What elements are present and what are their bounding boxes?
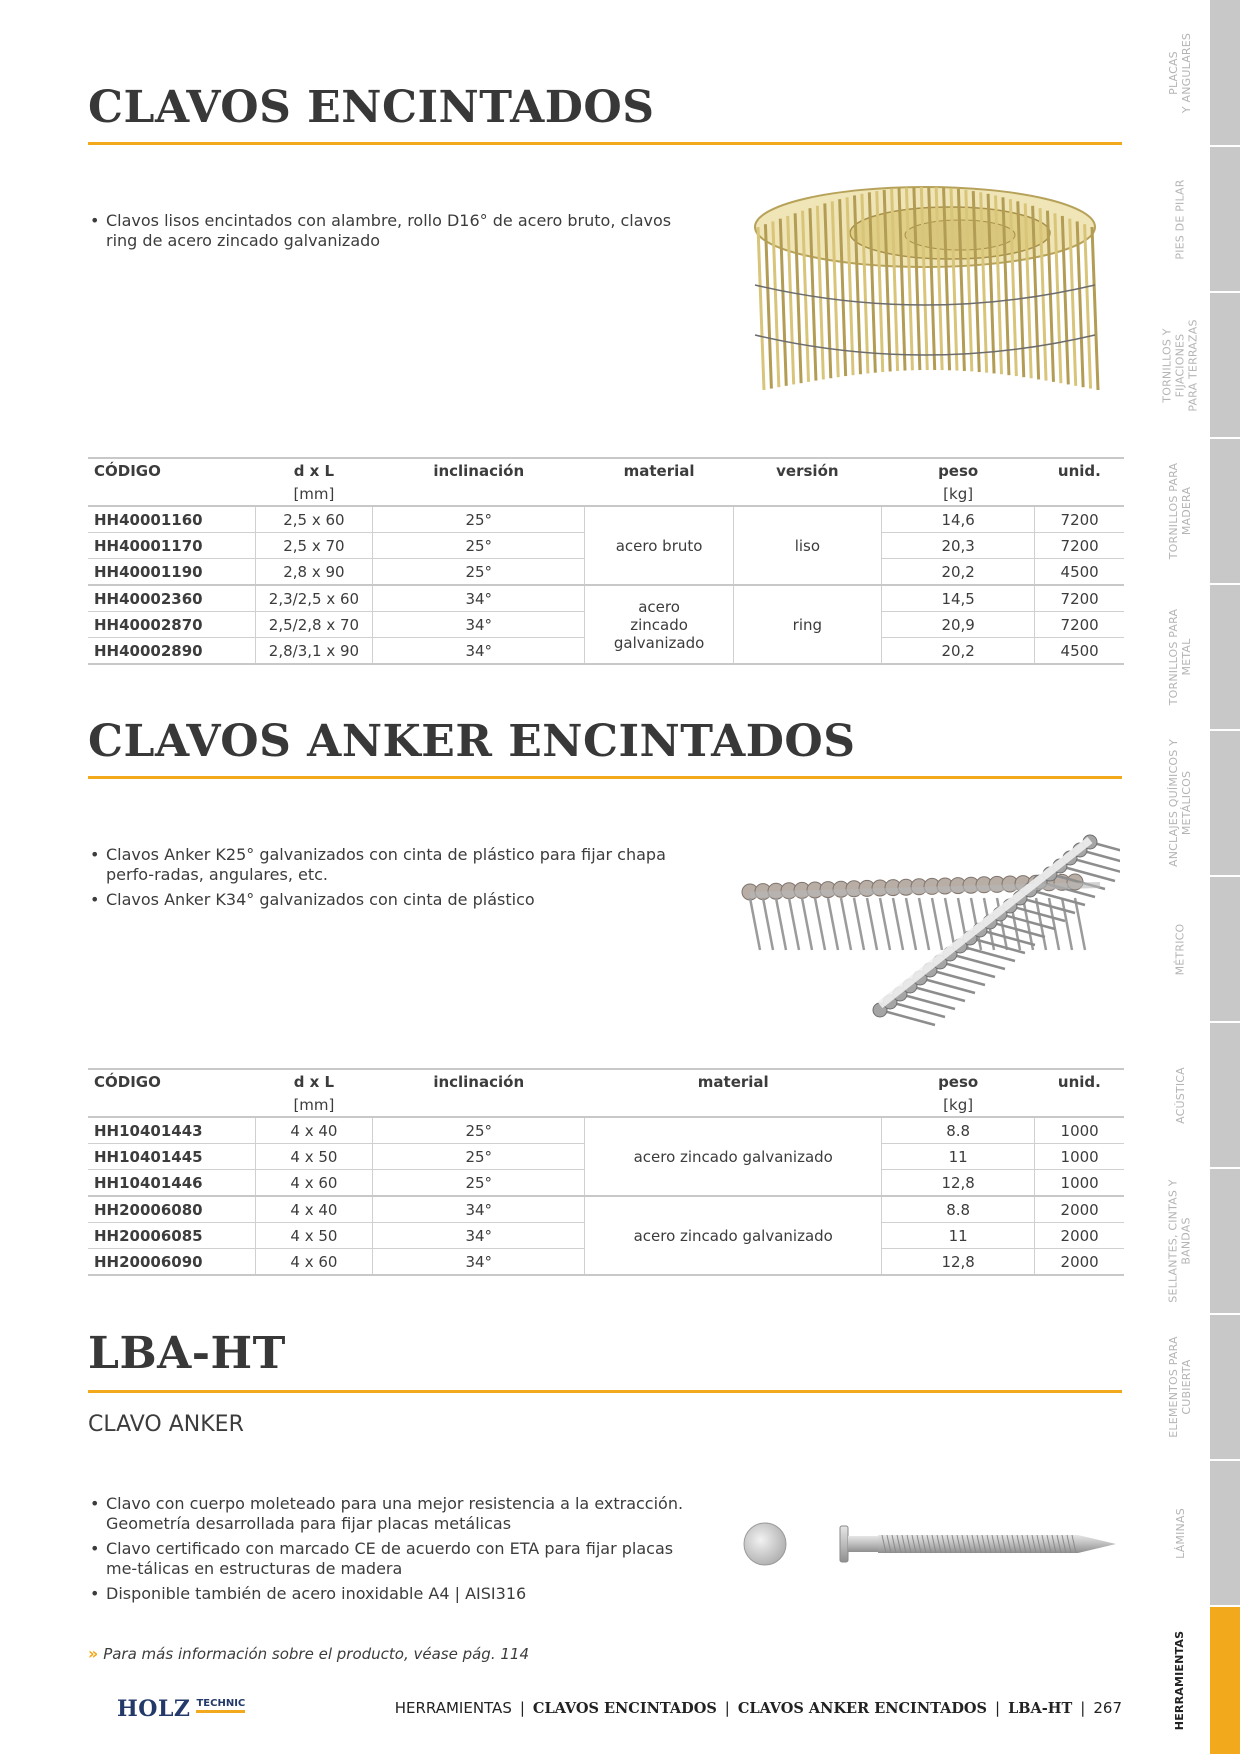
tab-label: ELEMENTOS PARA CUBIERTA bbox=[1167, 1336, 1194, 1438]
footer-separator: | bbox=[995, 1699, 1001, 1717]
cell-units: 4500 bbox=[1035, 638, 1124, 665]
cell-dxl: 4 x 60 bbox=[255, 1249, 372, 1276]
cell-inclination: 34° bbox=[373, 1196, 585, 1223]
side-tab-herramientas[interactable] bbox=[1150, 1607, 1240, 1754]
cell-weight: 11 bbox=[882, 1144, 1035, 1170]
cell-inclination: 34° bbox=[373, 585, 585, 612]
section-title-lba-ht: LBA-HT bbox=[88, 1328, 286, 1379]
cell-units: 1000 bbox=[1035, 1170, 1124, 1197]
side-tab-acustica[interactable] bbox=[1150, 1023, 1240, 1167]
side-category-tabs bbox=[1150, 0, 1240, 1754]
cell-dxl: 4 x 50 bbox=[255, 1144, 372, 1170]
cell-inclination: 25° bbox=[373, 1117, 585, 1144]
cell-version: liso bbox=[733, 506, 881, 585]
section-subtitle: CLAVO ANKER bbox=[88, 1412, 244, 1437]
cell-code: HH40001170 bbox=[88, 533, 255, 559]
cell-dxl: 2,8 x 90 bbox=[255, 559, 372, 586]
cell-weight: 12,8 bbox=[882, 1170, 1035, 1197]
side-tab-tornillos-madera[interactable] bbox=[1150, 439, 1240, 583]
cell-dxl: 2,8/3,1 x 90 bbox=[255, 638, 372, 665]
cell-material: acero zincado galvanizado bbox=[585, 1117, 882, 1196]
cell-code: HH20006080 bbox=[88, 1196, 255, 1223]
coil-nail-stroke bbox=[1077, 221, 1083, 387]
nail-shank-mark bbox=[789, 898, 799, 950]
cell-code: HH40001160 bbox=[88, 506, 255, 533]
footer-breadcrumb bbox=[395, 1699, 1122, 1717]
side-tab-placas[interactable] bbox=[1150, 0, 1240, 145]
side-tab-tornillos-terrazas[interactable] bbox=[1150, 293, 1240, 437]
cell-dxl: 2,5 x 60 bbox=[255, 506, 372, 533]
tab-label: HERRAMIENTAS bbox=[1173, 1630, 1187, 1731]
cell-code: HH20006090 bbox=[88, 1249, 255, 1276]
nail-shank-mark bbox=[919, 898, 929, 950]
cell-weight: 20,9 bbox=[882, 612, 1035, 638]
side-tab-elementos-cubierta[interactable] bbox=[1150, 1315, 1240, 1459]
unit-kg: [kg] bbox=[882, 483, 1035, 506]
cell-units: 7200 bbox=[1035, 533, 1124, 559]
bullet-item: • Disponible también de acero inoxidable A4 | AISI316 bbox=[88, 1584, 688, 1604]
footer-separator: | bbox=[519, 1699, 525, 1717]
coil-nail-stroke bbox=[758, 227, 764, 390]
cell-inclination: 25° bbox=[373, 506, 585, 533]
cell-units: 4500 bbox=[1035, 559, 1124, 586]
nail-shank-mark bbox=[932, 898, 942, 950]
tab-label: PIES DE PILAR bbox=[1173, 178, 1187, 260]
cell-inclination: 34° bbox=[373, 612, 585, 638]
table-row bbox=[88, 585, 1124, 612]
cell-weight: 8.8 bbox=[882, 1196, 1035, 1223]
side-tab-laminas[interactable] bbox=[1150, 1461, 1240, 1605]
nail-shank-mark bbox=[776, 898, 786, 950]
side-tab-sellantes[interactable] bbox=[1150, 1169, 1240, 1313]
tab-label: TORNILLOS PARA MADERA bbox=[1167, 462, 1194, 560]
bullet-item: • Clavos Anker K34° galvanizados con cinta de plástico bbox=[88, 890, 688, 910]
tab-label: TORNILLOS PARA METAL bbox=[1167, 608, 1194, 706]
title-underline bbox=[88, 1390, 1122, 1393]
cell-weight: 8.8 bbox=[882, 1117, 1035, 1144]
col-header-dxl: d x L bbox=[255, 458, 372, 483]
col-header-material: material bbox=[585, 458, 733, 483]
cell-code: HH10401445 bbox=[88, 1144, 255, 1170]
bullet-item: • Clavos Anker K25° galvanizados con cinta de plástico para fijar chapa perfo-radas, angulares, etc. bbox=[88, 845, 688, 885]
cell-weight: 20,2 bbox=[882, 559, 1035, 586]
col-header-inclinacion: inclinación bbox=[373, 1069, 585, 1094]
cell-code: HH40002870 bbox=[88, 612, 255, 638]
spec-table-clavos-encintados bbox=[88, 457, 1124, 665]
cell-units: 7200 bbox=[1035, 506, 1124, 533]
cell-dxl: 4 x 50 bbox=[255, 1223, 372, 1249]
footer-item: LBA-HT bbox=[1008, 1699, 1073, 1717]
col-header-unid: unid. bbox=[1035, 1069, 1124, 1094]
page-number: 267 bbox=[1093, 1699, 1122, 1717]
bullet-item: • Clavo certificado con marcado CE de acuerdo con ETA para fijar placas me-tálicas en estructuras de madera bbox=[88, 1539, 688, 1579]
coil-nail-stroke bbox=[1085, 224, 1091, 388]
side-tab-metrico[interactable] bbox=[1150, 877, 1240, 1021]
col-header-material: material bbox=[585, 1069, 882, 1094]
double-chevron-icon: ›› bbox=[88, 1644, 96, 1663]
coil-nail-stroke bbox=[765, 224, 771, 388]
holz-technic-logo bbox=[117, 1696, 245, 1722]
tab-label: ANCLAJES QUÍMICOS Y METÁLICOS bbox=[1167, 738, 1194, 868]
tab-label: TORNILLOS Y FIJACIONES PARA TERRAZAS bbox=[1160, 318, 1200, 412]
nail-shank-mark bbox=[828, 898, 838, 950]
spec-table-clavos-anker bbox=[88, 1068, 1124, 1276]
side-tab-pies-de-pilar[interactable] bbox=[1150, 147, 1240, 291]
bullet-item: • Clavo con cuerpo moleteado para una mejor resistencia a la extracción. Geometría desarrollada para fijar placas metálicas bbox=[88, 1494, 688, 1534]
cell-inclination: 34° bbox=[373, 1223, 585, 1249]
footer-separator: | bbox=[1080, 1699, 1086, 1717]
cell-version: ring bbox=[733, 585, 881, 664]
cell-dxl: 4 x 60 bbox=[255, 1170, 372, 1197]
cell-inclination: 25° bbox=[373, 1170, 585, 1197]
title-underline bbox=[88, 142, 1122, 145]
cell-units: 2000 bbox=[1035, 1196, 1124, 1223]
nail-shank-mark bbox=[841, 898, 851, 950]
nail-shank-mark bbox=[1062, 898, 1072, 950]
unit-kg: [kg] bbox=[882, 1094, 1035, 1117]
coil-nail-stroke bbox=[1092, 227, 1098, 390]
table-row bbox=[88, 506, 1124, 533]
tab-label: MÉTRICO bbox=[1173, 923, 1187, 975]
cell-dxl: 4 x 40 bbox=[255, 1196, 372, 1223]
more-info-note bbox=[88, 1644, 529, 1663]
cell-weight: 12,8 bbox=[882, 1249, 1035, 1276]
cell-code: HH40002890 bbox=[88, 638, 255, 665]
bullet-list-clavos-anker bbox=[88, 845, 688, 915]
anker-nail-image bbox=[838, 1522, 1118, 1566]
col-header-inclinacion: inclinación bbox=[373, 458, 585, 483]
cell-weight: 20,3 bbox=[882, 533, 1035, 559]
nail-shank-mark bbox=[750, 898, 760, 950]
cell-inclination: 25° bbox=[373, 533, 585, 559]
col-header-version: versión bbox=[733, 458, 881, 483]
cell-units: 2000 bbox=[1035, 1223, 1124, 1249]
col-header-peso: peso bbox=[882, 1069, 1035, 1094]
cell-dxl: 2,5/2,8 x 70 bbox=[255, 612, 372, 638]
cell-weight: 14,6 bbox=[882, 506, 1035, 533]
title-underline bbox=[88, 776, 1122, 779]
nail-shank-mark bbox=[854, 898, 864, 950]
cell-code: HH10401446 bbox=[88, 1170, 255, 1197]
cell-material: acero bruto bbox=[585, 506, 733, 585]
cell-weight: 11 bbox=[882, 1223, 1035, 1249]
cell-code: HH10401443 bbox=[88, 1117, 255, 1144]
cell-units: 2000 bbox=[1035, 1249, 1124, 1276]
bullet-item: • Clavos lisos encintados con alambre, rollo D16° de acero bruto, clavos ring de acero zincado galvanizado bbox=[88, 211, 688, 251]
cell-code: HH40001190 bbox=[88, 559, 255, 586]
cell-material: acero zincado galvanizado bbox=[585, 585, 733, 664]
tab-label: LÁMINAS bbox=[1173, 1507, 1187, 1559]
logo-brand: HOLZ bbox=[117, 1696, 191, 1722]
col-header-dxl: d x L bbox=[255, 1069, 372, 1094]
nail-shank-mark bbox=[880, 898, 890, 950]
anker-nail-strips-image bbox=[730, 810, 1120, 1040]
cell-units: 1000 bbox=[1035, 1144, 1124, 1170]
side-tab-tornillos-metal[interactable] bbox=[1150, 585, 1240, 729]
tab-label: ACÚSTICA bbox=[1173, 1066, 1187, 1124]
footer-item: CLAVOS ENCINTADOS bbox=[532, 1699, 717, 1717]
cell-code: HH40002360 bbox=[88, 585, 255, 612]
cell-units: 1000 bbox=[1035, 1117, 1124, 1144]
cell-dxl: 2,5 x 70 bbox=[255, 533, 372, 559]
cell-inclination: 34° bbox=[373, 638, 585, 665]
unit-mm: [mm] bbox=[255, 483, 372, 506]
footer-category: HERRAMIENTAS bbox=[394, 1699, 512, 1717]
cell-dxl: 2,3/2,5 x 60 bbox=[255, 585, 372, 612]
footer-separator: | bbox=[724, 1699, 730, 1717]
logo-sub: TECHNIC bbox=[196, 1698, 245, 1713]
table-row bbox=[88, 1117, 1124, 1144]
nail-head-image bbox=[742, 1521, 788, 1567]
nail-shank-mark bbox=[867, 898, 877, 950]
cell-weight: 14,5 bbox=[882, 585, 1035, 612]
tab-label: PLACAS Y ANGULARES bbox=[1167, 32, 1194, 113]
col-header-codigo: CÓDIGO bbox=[88, 1069, 255, 1094]
nail-shank-mark bbox=[815, 898, 825, 950]
nail-shank-mark bbox=[893, 898, 903, 950]
nail-shank-mark bbox=[763, 898, 773, 950]
col-header-codigo: CÓDIGO bbox=[88, 458, 255, 483]
table-row bbox=[88, 1196, 1124, 1223]
coil-nails-image bbox=[730, 175, 1120, 425]
cell-units: 7200 bbox=[1035, 585, 1124, 612]
side-tab-anclajes[interactable] bbox=[1150, 731, 1240, 875]
section-title-clavos-encintados: CLAVOS ENCINTADOS bbox=[88, 82, 655, 133]
nail-shank-mark bbox=[802, 898, 812, 950]
section-title-clavos-anker-encintados: CLAVOS ANKER ENCINTADOS bbox=[88, 716, 856, 767]
cell-dxl: 4 x 40 bbox=[255, 1117, 372, 1144]
cell-inclination: 25° bbox=[373, 1144, 585, 1170]
cell-code: HH20006085 bbox=[88, 1223, 255, 1249]
more-info-text: Para más información sobre el producto, véase pág. 114 bbox=[103, 1644, 529, 1663]
bullet-list-clavos-encintados bbox=[88, 211, 688, 256]
cell-material: acero zincado galvanizado bbox=[585, 1196, 882, 1275]
unit-mm: [mm] bbox=[255, 1094, 372, 1117]
col-header-peso: peso bbox=[882, 458, 1035, 483]
bullet-list-lba-ht bbox=[88, 1494, 688, 1609]
col-header-unid: unid. bbox=[1035, 458, 1124, 483]
cell-inclination: 34° bbox=[373, 1249, 585, 1276]
cell-weight: 20,2 bbox=[882, 638, 1035, 665]
footer-item: CLAVOS ANKER ENCINTADOS bbox=[737, 1699, 988, 1717]
tab-label: SELLANTES, CINTAS Y BANDAS bbox=[1167, 1179, 1194, 1303]
nail-shank-mark bbox=[906, 898, 916, 950]
cell-units: 7200 bbox=[1035, 612, 1124, 638]
cell-inclination: 25° bbox=[373, 559, 585, 586]
